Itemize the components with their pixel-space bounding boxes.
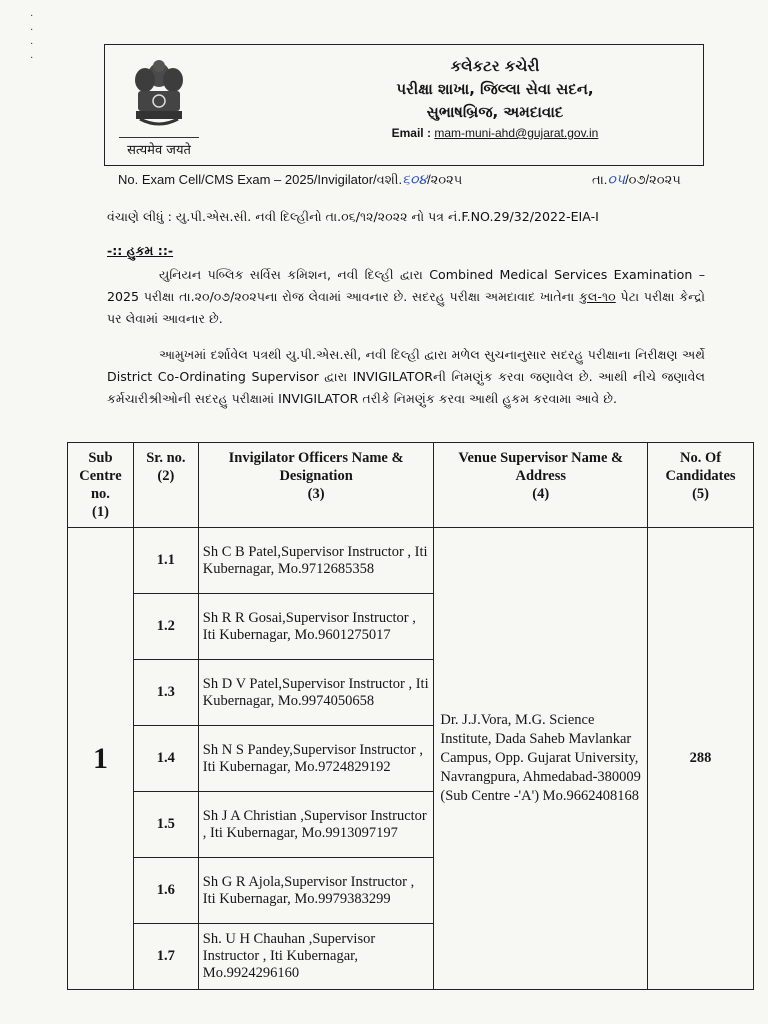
sr-no: 1.1 — [133, 528, 198, 594]
header-sr-no: Sr. no. (2) — [133, 443, 198, 528]
sr-no: 1.3 — [133, 660, 198, 726]
reference-number: No. Exam Cell/CMS Exam – 2025/Invigilator/વશી.૬૦૪/૨૦૨૫ — [118, 172, 463, 188]
header-candidates: No. Of Candidates (5) — [648, 443, 754, 528]
header-sub-centre: Sub Centre no. (1) — [68, 443, 134, 528]
handwritten-number: ૬૦૪ — [402, 172, 428, 188]
paragraph-1: યુનિયન પબ્લિક સર્વિસ કમિશન, નવી દિલ્હી દ્વારા Combined Medical Services Examination – 2025 પરીક્ષા તા.૨૦/૦૭/૨૦૨૫ના રોજ લેવામાં આવનાર છે. સદરહુ પરીક્ષા અમદાવાદ ખાતેના કુલ-૧૦ પેટા પરીક્ષા કેન્દ્રો પર લેવામાં આવનાર છે. — [107, 267, 706, 326]
invigilator-officer: Sh. U H Chauhan ,Supervisor Instructor , Iti Kubernagar, Mo.9924296160 — [198, 924, 434, 990]
email-address[interactable]: mam-muni-ahd@gujarat.gov.in — [434, 126, 599, 140]
emblem-motto: सत्यमेव जयते — [119, 137, 199, 158]
candidate-count: 288 — [648, 528, 754, 990]
invigilator-officer: Sh N S Pandey,Supervisor Instructor , Iti Kubernagar, Mo.9724829192 — [198, 726, 434, 792]
email-label: Email : — [391, 126, 431, 140]
invigilator-officer: Sh R R Gosai,Supervisor Instructor , Iti Kubernagar, Mo.9601275017 — [198, 594, 434, 660]
office-name: કલેકટર કચેરી — [450, 57, 540, 75]
sr-no: 1.5 — [133, 792, 198, 858]
invigilator-officer: Sh C B Patel,Supervisor Instructor , Iti Kubernagar, Mo.9712685358 — [198, 528, 434, 594]
invigilator-officer: Sh D V Patel,Supervisor Instructor , Iti Kubernagar, Mo.9974050658 — [198, 660, 434, 726]
table-row — [68, 528, 754, 594]
sr-no: 1.4 — [133, 726, 198, 792]
venue-supervisor: Dr. J.J.Vora, M.G. Science Institute, Dada Saheb Mavlankar Campus, Opp. Gujarat University, Navrangpura, Ahmedabad-380009 (Sub Centre -'A') Mo.9662408168 — [434, 528, 648, 990]
national-emblem — [119, 53, 199, 161]
office-location: સુભાષબ્રિજ, અમદાવાદ — [426, 103, 564, 121]
office-section: પરીક્ષા શાખા, જિલ્લા સેવા સદન, — [396, 80, 594, 98]
invigilator-officer: Sh G R Ajola,Supervisor Instructor , Iti Kubernagar, Mo.9979383299 — [198, 858, 434, 924]
order-heading: -:: હુકમ ::- — [107, 243, 174, 258]
total-centres: કુલ-૧૦ — [579, 289, 616, 304]
invigilator-table — [67, 442, 754, 990]
header-invigilator: Invigilator Officers Name & Designation (3) — [198, 443, 434, 528]
sub-centre-number: 1 — [68, 528, 134, 990]
reference-date: તા.૦૫/૦૭/૨૦૨૫ — [592, 172, 681, 188]
handwritten-date: ૦૫ — [607, 172, 626, 188]
invigilator-officer: Sh J A Christian ,Supervisor Instructor , Iti Kubernagar, Mo.9913097197 — [198, 792, 434, 858]
office-address — [305, 55, 685, 140]
paragraph-2: આમુખમાં દર્શાવેલ પત્રથી યુ.પી.એસ.સી, નવી દિલ્હી દ્વારા મળેલ સુચનાનુસાર સદરહુ પરીક્ષાના નિરીક્ષણ અર્થે District Co-Ordinating Supervisor દ્વારા INVIGILATORની નિમણુંક કરવા જણાવેલ છે. આથી નીચે જણાવેલ કર્મચારીશ્રીઓની સદરહુ પરીક્ષામાં INVIGILATOR તરીકે નિમણુંક કરવા આથી હુકમ કરવામા આવે છે. — [107, 347, 705, 406]
sr-no: 1.7 — [133, 924, 198, 990]
letterhead — [104, 44, 704, 166]
office-email — [305, 126, 685, 140]
scan-marks: · · · · — [30, 11, 34, 64]
table-header-row — [68, 443, 754, 528]
header-venue: Venue Supervisor Name & Address (4) — [434, 443, 648, 528]
read-reference: વંચાણે લીધું : યુ.પી.એસ.સી. નવી દિલ્હીનો તા.૦૬/૧૨/૨૦૨૨ નો પત્ર નં.F.NO.29/32/2022-EIA-I — [107, 209, 599, 224]
lion-capital-icon — [128, 53, 190, 135]
sr-no: 1.2 — [133, 594, 198, 660]
sr-no: 1.6 — [133, 858, 198, 924]
